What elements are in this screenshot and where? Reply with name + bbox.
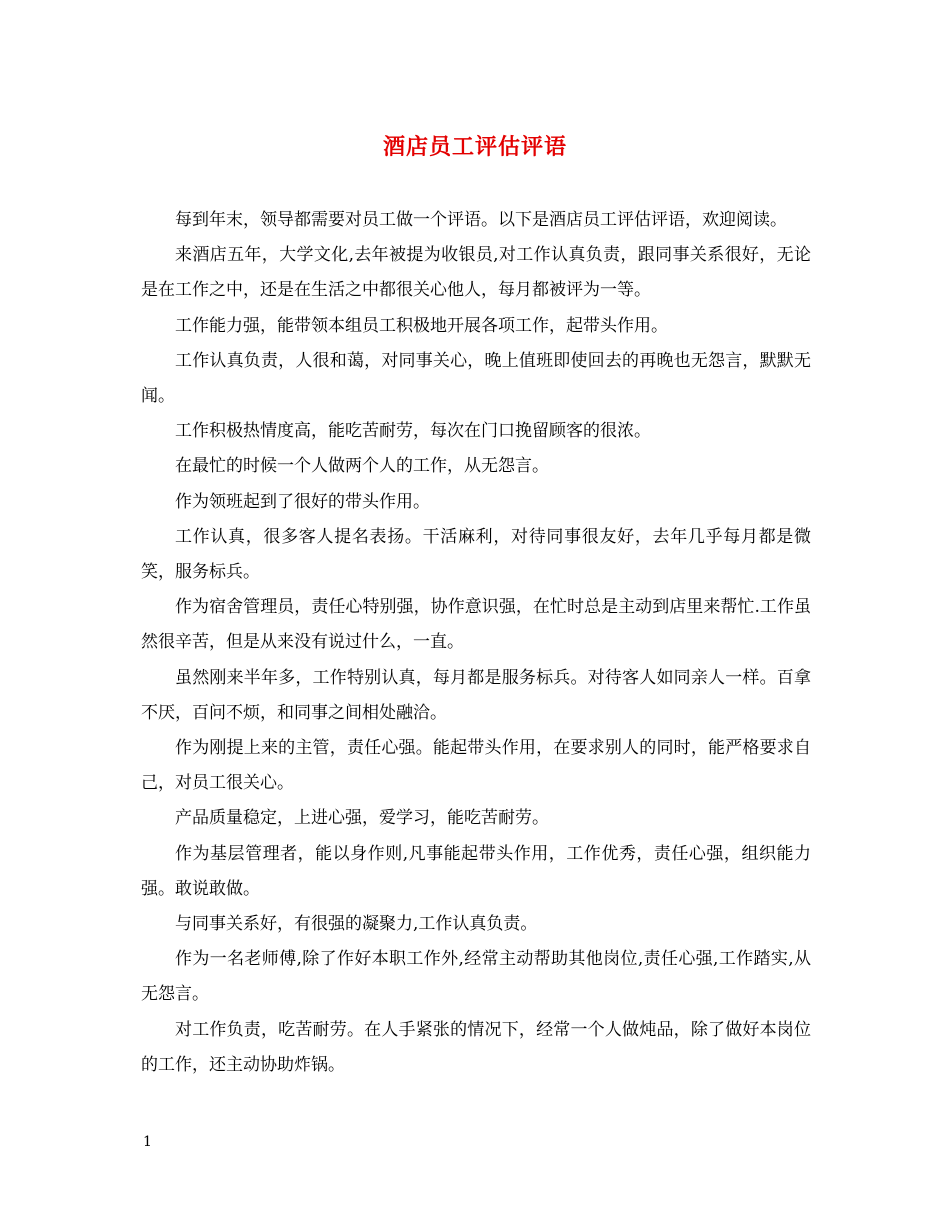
paragraph: 产品质量稳定，上进心强，爱学习，能吃苦耐劳。 bbox=[175, 808, 549, 829]
paragraph: 在最忙的时候一个人做两个人的工作，从无怨言。 bbox=[175, 456, 549, 477]
paragraph: 工作能力强，能带领本组员工积极地开展各项工作，起带头作用。 bbox=[175, 315, 668, 336]
paragraph: 作为基层管理者，能以身作则,凡事能起带头作用，工作优秀，责任心强，组织能力强。敢说敢做。 bbox=[141, 843, 811, 899]
paragraph: 虽然刚来半年多，工作特别认真，每月都是服务标兵。对待客人如同亲人一样。百拿不厌，百问不烦，和同事之间相处融洽。 bbox=[141, 667, 811, 723]
document-body bbox=[141, 203, 811, 1083]
paragraph: 工作积极热情度高，能吃苦耐劳，每次在门口挽留顾客的很浓。 bbox=[175, 421, 651, 442]
paragraph: 来酒店五年，大学文化,去年被提为收银员,对工作认真负责，跟同事关系很好，无论是在工作之中，还是在生活之中都很关心他人，每月都被评为一等。 bbox=[141, 245, 811, 301]
page-number: 1 bbox=[143, 1134, 152, 1150]
paragraph: 工作认真，很多客人提名表扬。干活麻利，对待同事很友好，去年几乎每月都是微笑，服务标兵。 bbox=[141, 526, 811, 583]
paragraph: 作为领班起到了很好的带头作用。 bbox=[175, 491, 430, 512]
paragraph: 作为刚提上来的主管，责任心强。能起带头作用，在要求别人的同时，能严格要求自己，对员工很关心。 bbox=[141, 738, 811, 794]
paragraph: 对工作负责，吃苦耐劳。在人手紧张的情况下，经常一个人做炖品，除了做好本岗位的工作，还主动协助炸锅。 bbox=[141, 1019, 811, 1075]
paragraph: 工作认真负责，人很和蔼，对同事关心，晚上值班即使回去的再晚也无怨言，默默无闻。 bbox=[141, 350, 811, 407]
paragraph: 作为宿舍管理员，责任心特别强，协作意识强，在忙时总是主动到店里来帮忙.工作虽然很辛苦，但是从来没有说过什么，一直。 bbox=[141, 597, 811, 653]
paragraph: 与同事关系好，有很强的凝聚力,工作认真负责。 bbox=[175, 914, 538, 935]
paragraph: 作为一名老师傅,除了作好本职工作外,经常主动帮助其他岗位,责任心强,工作踏实,从无怨言。 bbox=[141, 949, 811, 1005]
paragraph: 每到年末，领导都需要对员工做一个评语。以下是酒店员工评估评语，欢迎阅读。 bbox=[175, 210, 787, 230]
document-title: 酒店员工评估评语 bbox=[382, 134, 567, 160]
